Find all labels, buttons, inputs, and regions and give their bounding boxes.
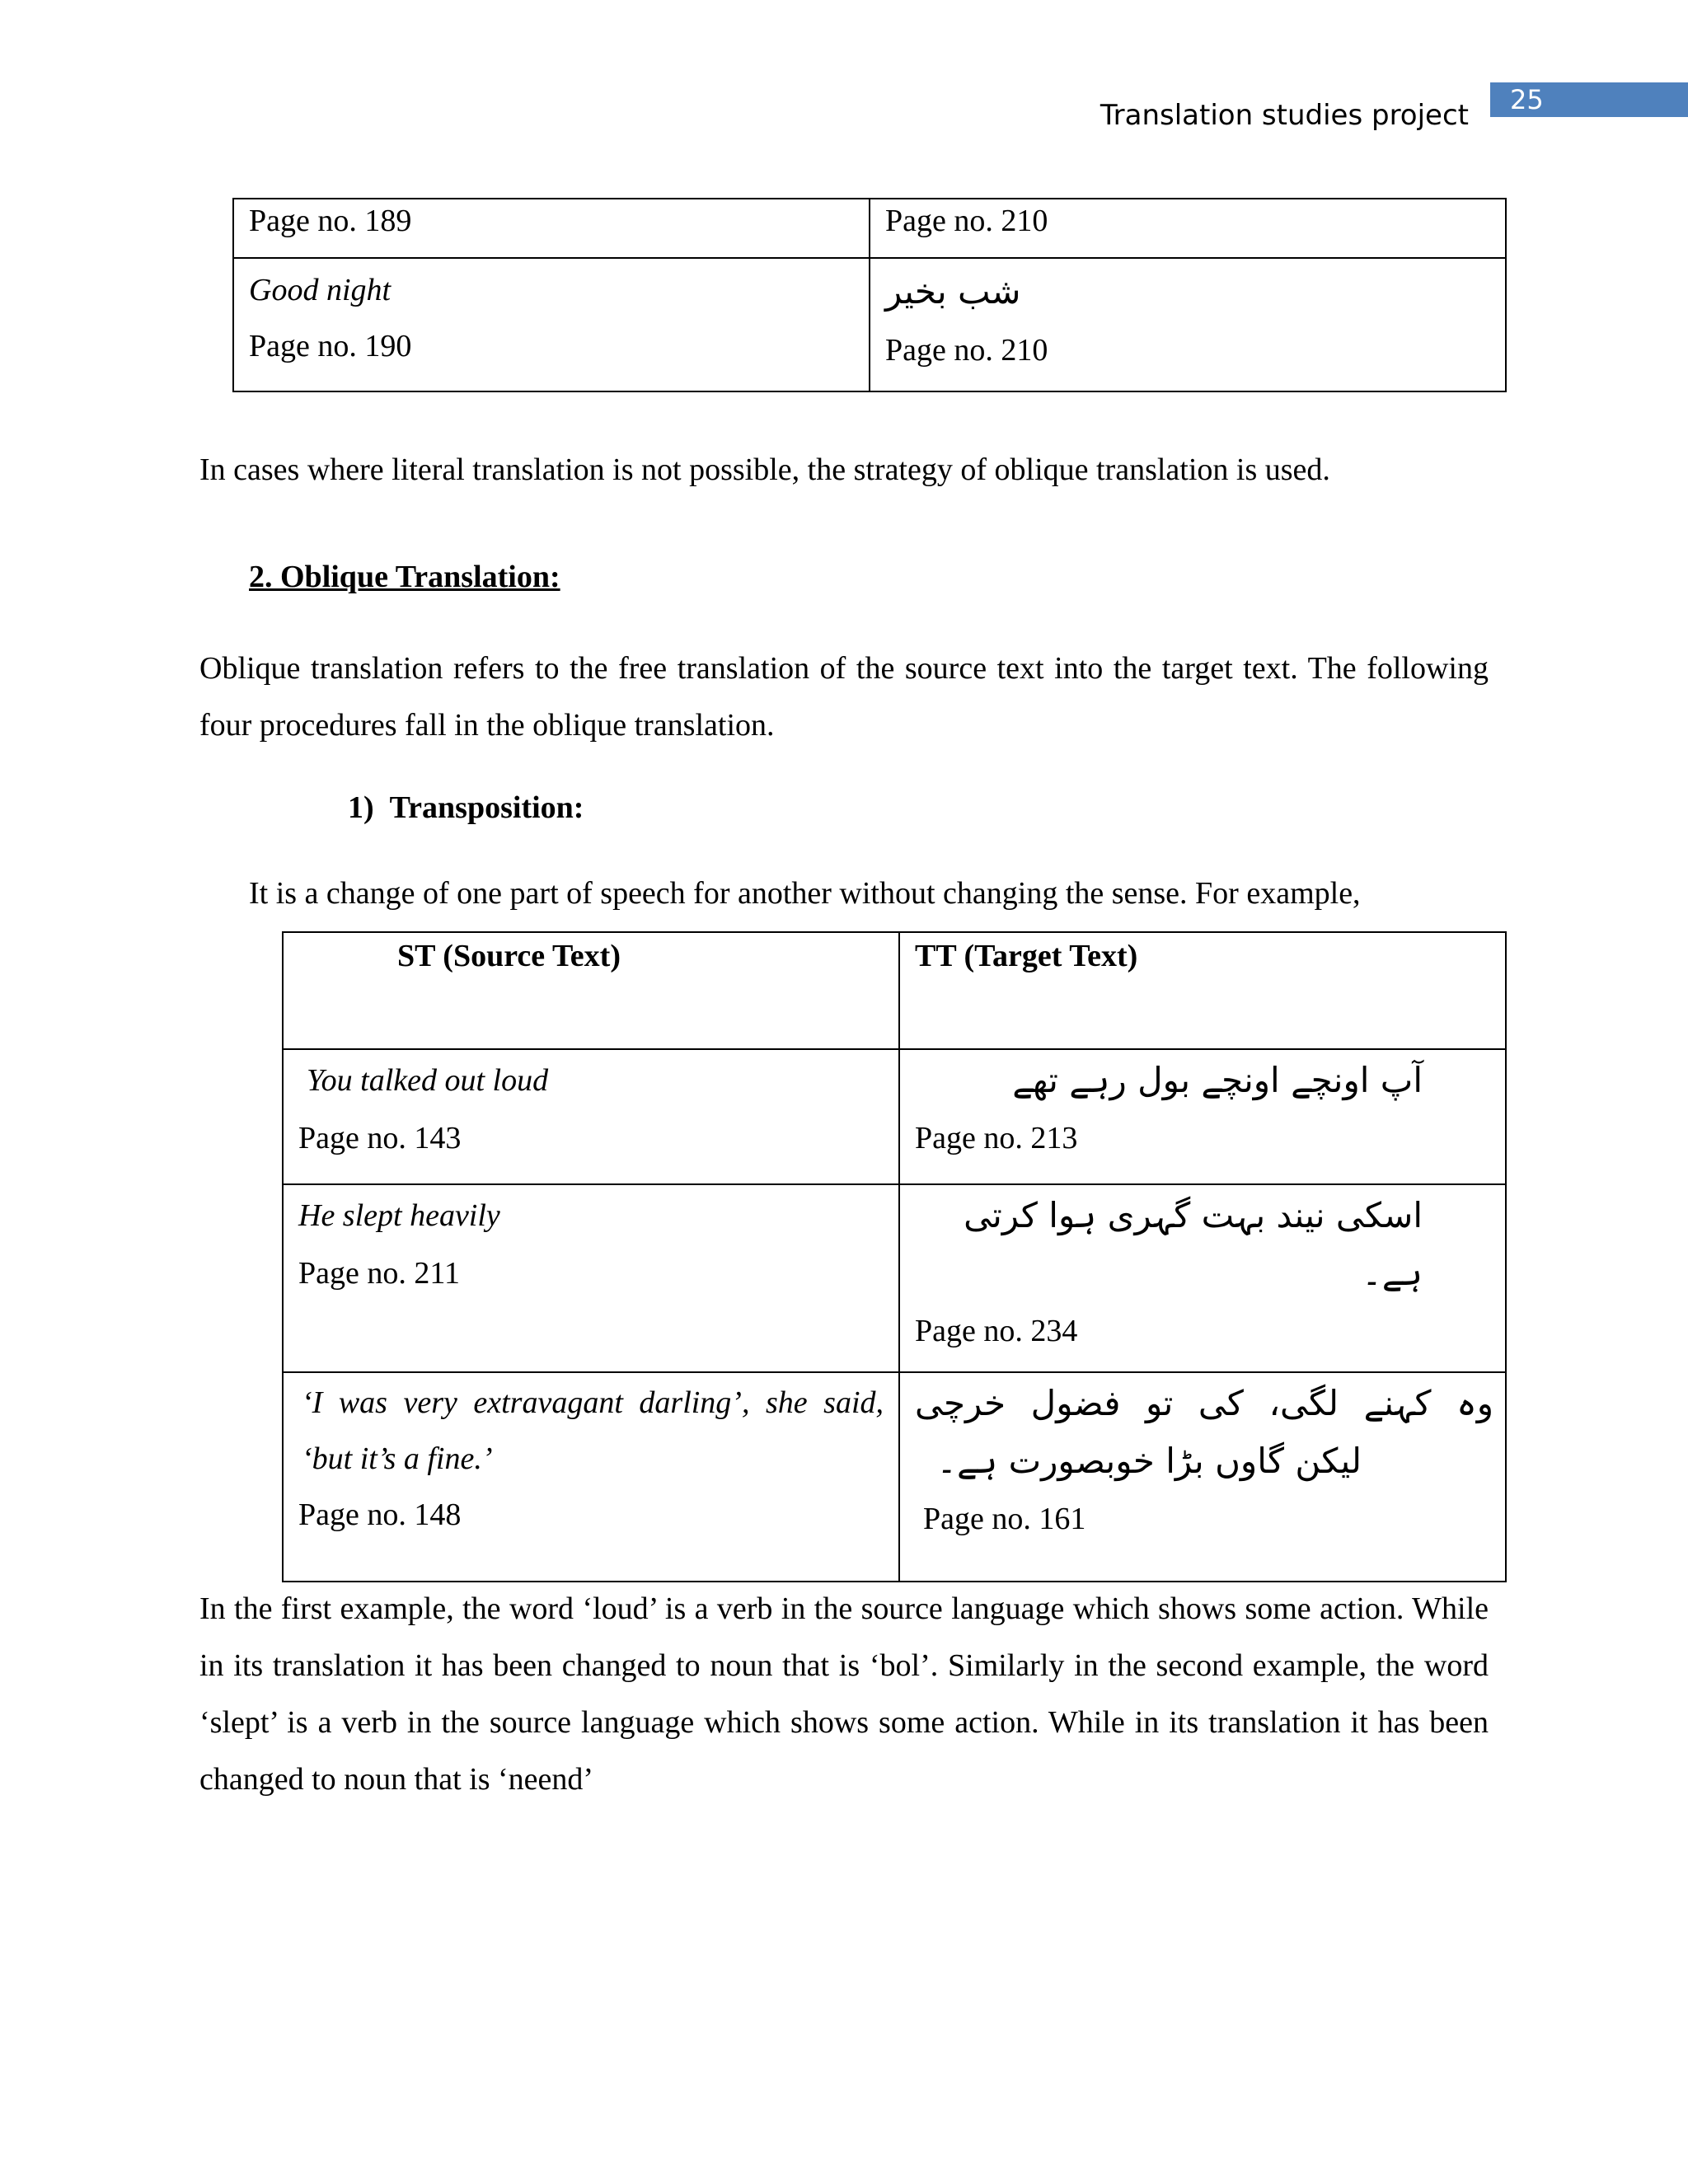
transposition-examples-table bbox=[282, 931, 1507, 1582]
table-row bbox=[283, 1049, 1506, 1184]
source-text: Good night bbox=[249, 273, 392, 307]
table-header-cell bbox=[899, 932, 1506, 1049]
page-reference: Page no. 234 bbox=[915, 1314, 1078, 1348]
subheading-transposition bbox=[348, 790, 584, 826]
table-row bbox=[283, 1184, 1506, 1372]
table-cell bbox=[870, 258, 1506, 391]
table-cell bbox=[899, 1372, 1506, 1582]
page-reference: Page no. 210 bbox=[885, 204, 1048, 238]
table-header-cell bbox=[283, 932, 899, 1049]
table-header-row bbox=[283, 932, 1506, 1049]
column-header-st: ST (Source Text) bbox=[397, 939, 621, 973]
target-text-line-1: وہ کہنے لگی، کی تو فضول خرچی bbox=[915, 1383, 1493, 1423]
table-cell bbox=[233, 199, 870, 258]
source-text: He slept heavily bbox=[298, 1198, 500, 1233]
page-reference: Page no. 211 bbox=[298, 1256, 460, 1291]
paragraph-oblique: Oblique translation refers to the free translation of the source text into the target text. The following four procedures fall in the oblique translation. bbox=[199, 651, 1489, 743]
page-reference: Page no. 148 bbox=[298, 1497, 462, 1532]
paragraph-transposition: It is a change of one part of speech for another without changing the sense. For example, bbox=[249, 876, 1361, 911]
table-row bbox=[233, 199, 1506, 258]
target-text: آپ اونچے اونچے بول رہے تھے bbox=[1012, 1060, 1423, 1100]
running-header: Translation studies project bbox=[1100, 99, 1469, 132]
page-reference: Page no. 161 bbox=[923, 1502, 1086, 1536]
table-cell bbox=[283, 1049, 899, 1184]
target-text: اسکی نیند بہت گہری ہوا کرتی ہے۔ bbox=[964, 1195, 1423, 1293]
table-cell bbox=[233, 258, 870, 391]
subheading-number: 1) bbox=[348, 790, 374, 825]
examples-table-continued bbox=[232, 198, 1507, 392]
section-heading: 2. Oblique Translation: bbox=[249, 560, 560, 594]
page-reference: Page no. 143 bbox=[298, 1121, 462, 1155]
table-cell bbox=[899, 1049, 1506, 1184]
paragraph-literal: In cases where literal translation is not possible, the strategy of oblique translation is used. bbox=[199, 452, 1330, 487]
page-reference: Page no. 213 bbox=[915, 1121, 1078, 1155]
paragraph-explanation: In the first example, the word ‘loud’ is a verb in the source language which shows some action. While in its translation it has been changed to noun that is ‘bol’. Similarly in the second example, the word ‘slept’ is a verb in the source language which shows some action. While in its translation it has been changed to noun that is ‘neend’ bbox=[199, 1591, 1489, 1797]
page-reference: Page no. 189 bbox=[249, 204, 412, 238]
source-text: You talked out loud bbox=[307, 1063, 549, 1098]
subheading-title: Transposition: bbox=[389, 790, 584, 825]
table-row bbox=[283, 1372, 1506, 1582]
page-reference: Page no. 210 bbox=[885, 333, 1048, 368]
table-cell bbox=[870, 199, 1506, 258]
source-text-line-1: ‘I was very extravagant darling’, she said, bbox=[302, 1385, 884, 1420]
target-text-line-2: لیکن گاوں بڑا خوبصورت ہے۔ bbox=[936, 1441, 1362, 1481]
table-cell bbox=[283, 1184, 899, 1372]
page-reference: Page no. 190 bbox=[249, 329, 412, 363]
table-row bbox=[233, 258, 1506, 391]
target-text: شب بخیر bbox=[885, 271, 1021, 312]
source-text-line-2: ‘but it’s a fine.’ bbox=[302, 1441, 493, 1476]
column-header-tt: TT (Target Text) bbox=[915, 939, 1138, 973]
table-cell bbox=[899, 1184, 1506, 1372]
page-number-badge: 25 bbox=[1490, 82, 1688, 117]
table-cell bbox=[283, 1372, 899, 1582]
